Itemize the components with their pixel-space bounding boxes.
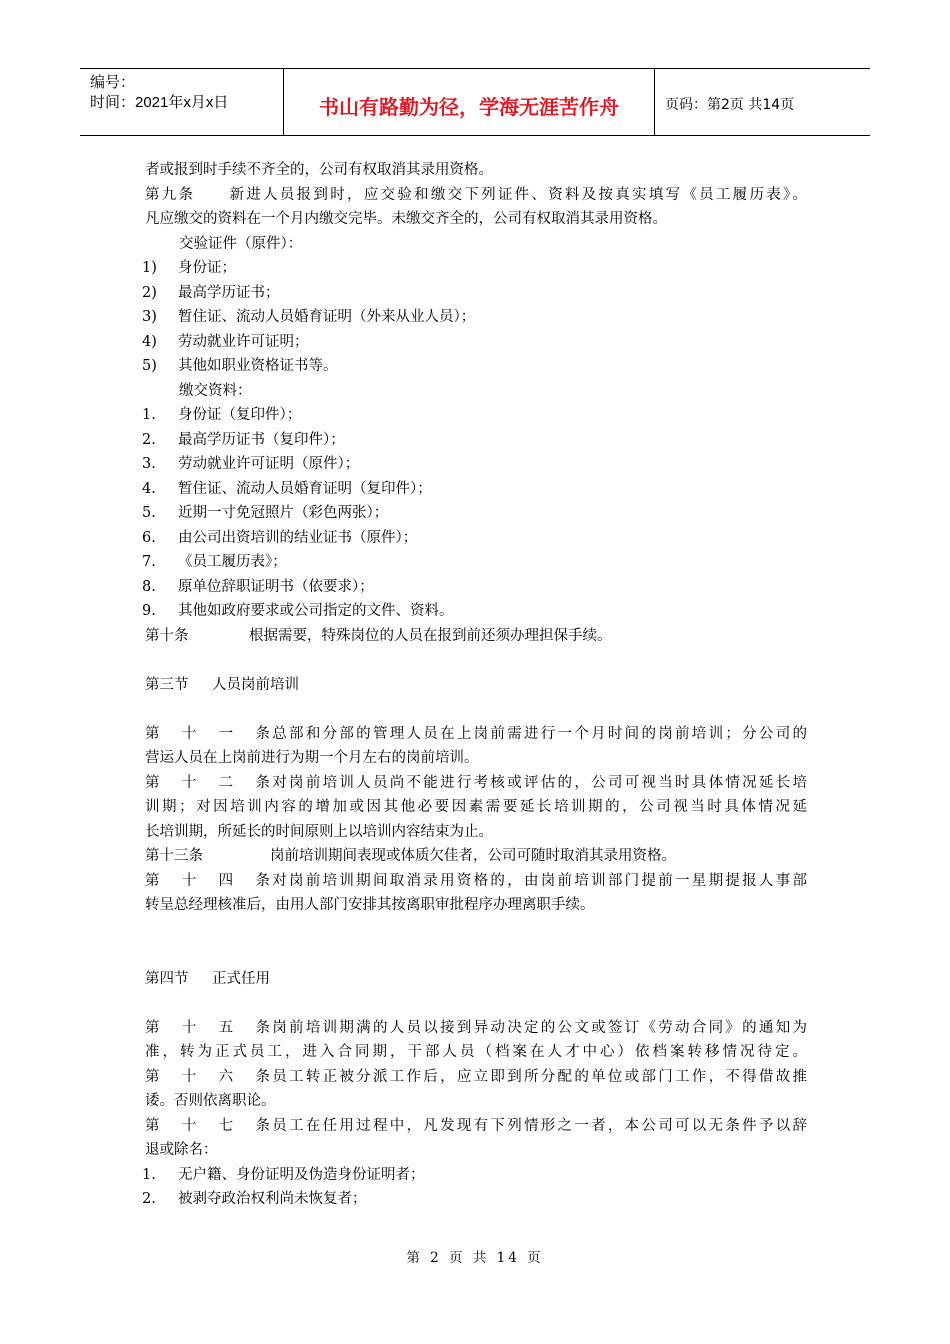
list-number: 1. — [142, 1166, 156, 1183]
article-title: 第十二条 — [145, 774, 270, 791]
article-12 — [145, 771, 807, 796]
dismiss-list — [142, 1163, 807, 1212]
paragraph-line: 凡应缴交的资料在一个月内缴交完毕。未缴交齐全的，公司有权取消其录用资格。 — [145, 211, 667, 227]
paragraph-line: 退或除名： — [145, 1142, 218, 1158]
list-number: 6. — [142, 529, 156, 546]
list-number: 2. — [142, 431, 156, 448]
article-title: 第十六条 — [145, 1068, 270, 1085]
verify-list — [142, 256, 807, 379]
list-item — [142, 354, 807, 379]
list-item — [142, 428, 807, 453]
article-title: 第十四条 — [145, 872, 270, 889]
article-9 — [145, 183, 807, 208]
list-text: 《员工履历表》； — [178, 554, 287, 570]
list-number: 2) — [142, 284, 157, 301]
list-text: 其他如政府要求或公司指定的文件、资料。 — [178, 603, 454, 619]
list-text: 暂住证、流动人员婚育证明（复印件）； — [178, 480, 432, 497]
paragraph-line: 长培训期，所延长的时间原则上以培训内容结束为止。 — [145, 823, 493, 840]
article-title: 第十三条 — [145, 848, 203, 864]
article-text: 总部和分部的管理人员在上岗前需进行一个月时间的岗前培训；分公司的 — [270, 725, 807, 742]
section-3-heading — [145, 673, 807, 698]
article-text: 新进人员报到时，应交验和缴交下列证件、资料及按真实填写《员工履历表》。 — [227, 186, 808, 203]
paragraph-line: 准，转为正式员工，进入合同期，干部人员（档案在人才中心）依档案转移情况待定。 — [145, 1044, 807, 1060]
article-14 — [145, 869, 807, 894]
article-title: 第十七条 — [145, 1117, 270, 1134]
verify-heading: 交验证件（原件）： — [179, 235, 303, 252]
list-text: 由公司出资培训的结业证书（原件）； — [178, 529, 418, 546]
header-page-info: 页码：第2页 共14页 — [665, 97, 795, 113]
article-10 — [145, 624, 807, 649]
list-item — [142, 599, 807, 624]
article-text: 员工在任用过程中，凡发现有下列情形之一者，本公司可以无条件予以辞 — [270, 1117, 807, 1134]
list-text: 原单位辞职证明书（依要求）； — [178, 578, 374, 595]
paragraph-line: 诿。否则依离职论。 — [145, 1093, 276, 1109]
list-number: 9. — [142, 603, 156, 619]
list-item — [142, 501, 807, 526]
article-title: 第十条 — [145, 627, 189, 644]
article-15 — [145, 1016, 807, 1041]
list-number: 2. — [142, 1191, 156, 1207]
article-11 — [145, 722, 807, 747]
list-item — [142, 305, 807, 330]
list-text: 被剥夺政治权利尚未恢复者； — [178, 1191, 367, 1207]
list-item — [142, 403, 807, 428]
header-meta — [80, 69, 283, 135]
page-header — [80, 68, 870, 136]
list-text: 身份证； — [178, 260, 236, 276]
list-number: 7. — [142, 554, 156, 570]
list-item — [142, 477, 807, 502]
list-text: 无户籍、身份证明及伪造身份证明者； — [178, 1166, 425, 1183]
list-item — [142, 526, 807, 551]
article-text: 岗前培训期满的人员以接到异动决定的公文或签订《劳动合同》的通知为 — [270, 1019, 807, 1036]
list-number: 1) — [142, 260, 157, 276]
submit-heading: 缴交资料： — [179, 382, 252, 399]
submit-list — [142, 403, 807, 624]
list-number: 4) — [142, 333, 157, 350]
list-number: 3) — [142, 309, 157, 325]
article-text: 岗前培训期间表现或体质欠佳者，公司可随时取消其录用资格。 — [270, 848, 676, 864]
article-text: 对岗前培训人员尚不能进行考核或评估的，公司可视当时具体情况延长培 — [270, 774, 807, 791]
article-13 — [145, 844, 807, 869]
article-title: 第十一条 — [145, 725, 270, 742]
section-title: 第四节 — [145, 970, 189, 987]
list-text: 近期一寸免冠照片（彩色两张）； — [178, 505, 389, 521]
header-number-label: 编号： — [90, 74, 136, 91]
list-item — [142, 281, 807, 306]
paragraph-line: 营运人员在上岗前进行为期一个月左右的岗前培训。 — [145, 750, 479, 766]
paragraph-line: 转呈总经理核准后，由用人部门安排其按离职审批程序办理离职手续。 — [145, 897, 595, 913]
section-name: 人员岗前培训 — [212, 676, 299, 693]
list-item — [142, 330, 807, 355]
article-16 — [145, 1065, 807, 1090]
list-text: 最高学历证书； — [178, 284, 280, 301]
list-item — [142, 452, 807, 477]
article-17 — [145, 1114, 807, 1139]
list-number: 8. — [142, 578, 156, 595]
article-title: 第十五条 — [145, 1019, 270, 1036]
list-number: 1. — [142, 407, 156, 423]
list-text: 其他如职业资格证书等。 — [178, 358, 338, 374]
section-name: 正式任用 — [212, 970, 270, 987]
list-number: 5) — [142, 358, 157, 374]
list-text: 劳动就业许可证明（原件）； — [178, 456, 360, 472]
list-text: 最高学历证书（复印件）； — [178, 431, 345, 448]
page-footer: 第 2 页 共 14 页 — [406, 1250, 544, 1266]
paragraph-line: 训期；对因培训内容的增加或因其他必要因素需要延长培训期的，公司视当时具体情况延 — [145, 799, 807, 815]
section-title: 第三节 — [145, 676, 189, 693]
list-number: 3. — [142, 456, 156, 472]
list-item — [142, 256, 807, 281]
article-text: 对岗前培训期间取消录用资格的，由岗前培训部门提前一星期提报人事部 — [270, 872, 807, 889]
list-item — [142, 575, 807, 600]
header-motto: 书山有路勤为径，学海无涯苦作舟 — [283, 69, 655, 135]
list-item — [142, 1163, 807, 1188]
list-text: 暂住证、流动人员婚育证明（外来从业人员）； — [178, 309, 476, 325]
list-text: 身份证（复印件）； — [178, 407, 302, 423]
section-4-heading — [145, 967, 807, 992]
header-date-label: 时间：2021年x月x日 — [90, 94, 229, 111]
paragraph-line: 者或报到时手续不齐全的，公司有权取消其录用资格。 — [145, 162, 493, 178]
document-body — [142, 158, 808, 1212]
list-text: 劳动就业许可证明； — [178, 333, 309, 350]
article-text: 根据需要，特殊岗位的人员在报到前还须办理担保手续。 — [249, 627, 612, 644]
article-title: 第九条 — [145, 186, 196, 203]
list-number: 4. — [142, 480, 156, 497]
list-number: 5. — [142, 505, 156, 521]
list-item — [142, 550, 807, 575]
list-item — [142, 1187, 807, 1212]
article-text: 员工转正被分派工作后，应立即到所分配的单位或部门工作，不得借故推 — [270, 1068, 807, 1085]
